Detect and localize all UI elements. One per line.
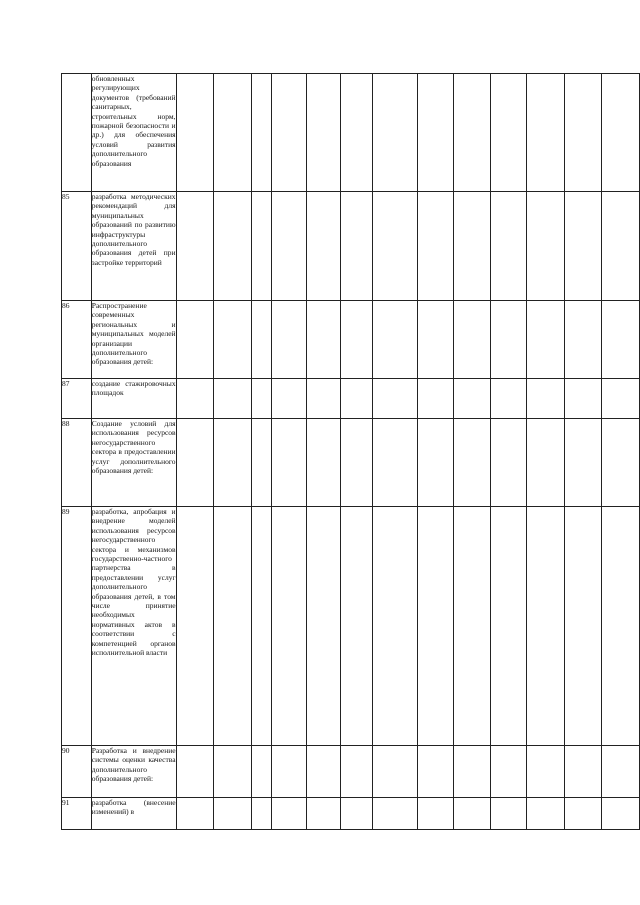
row-text: разработка методических рекомендаций для муниципальных образований по развитию инфраструктуры дополнительного образования детей при застройке территорий: [91, 192, 176, 301]
row-text: разработка, апробация и внедрение моделей использования ресурсов негосударственного сектора и механизмов государственно-частного партнерства в предоставлении услуг дополнительного образования детей, в том числе принятие необходимых нормативных актов в соответствии с компетенцией органов исполнительной власти: [91, 507, 176, 746]
table-row: [62, 74, 640, 192]
row-text: Распространение современных региональных и муниципальных моделей организации дополнительного образования детей:: [91, 301, 176, 379]
table-row: [62, 379, 640, 419]
row-text: Разработка и внедрение системы оценки качества дополнительного образования детей:: [91, 746, 176, 798]
program-table: [61, 73, 640, 830]
table-row: [62, 192, 640, 301]
row-text: Создание условий для использования ресурсов негосударственного сектора в предоставлении услуг дополнительного образования детей:: [91, 419, 176, 507]
row-text: разработка (внесение изменений) в: [91, 798, 176, 830]
row-number: 91: [62, 798, 92, 830]
row-number: 86: [62, 301, 92, 379]
table-row: [62, 419, 640, 507]
table-row: [62, 301, 640, 379]
row-number: 89: [62, 507, 92, 746]
row-number: [62, 74, 92, 192]
row-number: 85: [62, 192, 92, 301]
row-number: 87: [62, 379, 92, 419]
row-number: 88: [62, 419, 92, 507]
table-row: [62, 798, 640, 830]
row-text: обновленных регулирующих документов (требований санитарных, строительных норм, пожарной безопасности и др.) для обеспечения условий развития дополнительного образования: [91, 74, 176, 192]
row-text: создание стажировочных площадок: [91, 379, 176, 419]
table-row: [62, 507, 640, 746]
row-number: 90: [62, 746, 92, 798]
table-row: [62, 746, 640, 798]
